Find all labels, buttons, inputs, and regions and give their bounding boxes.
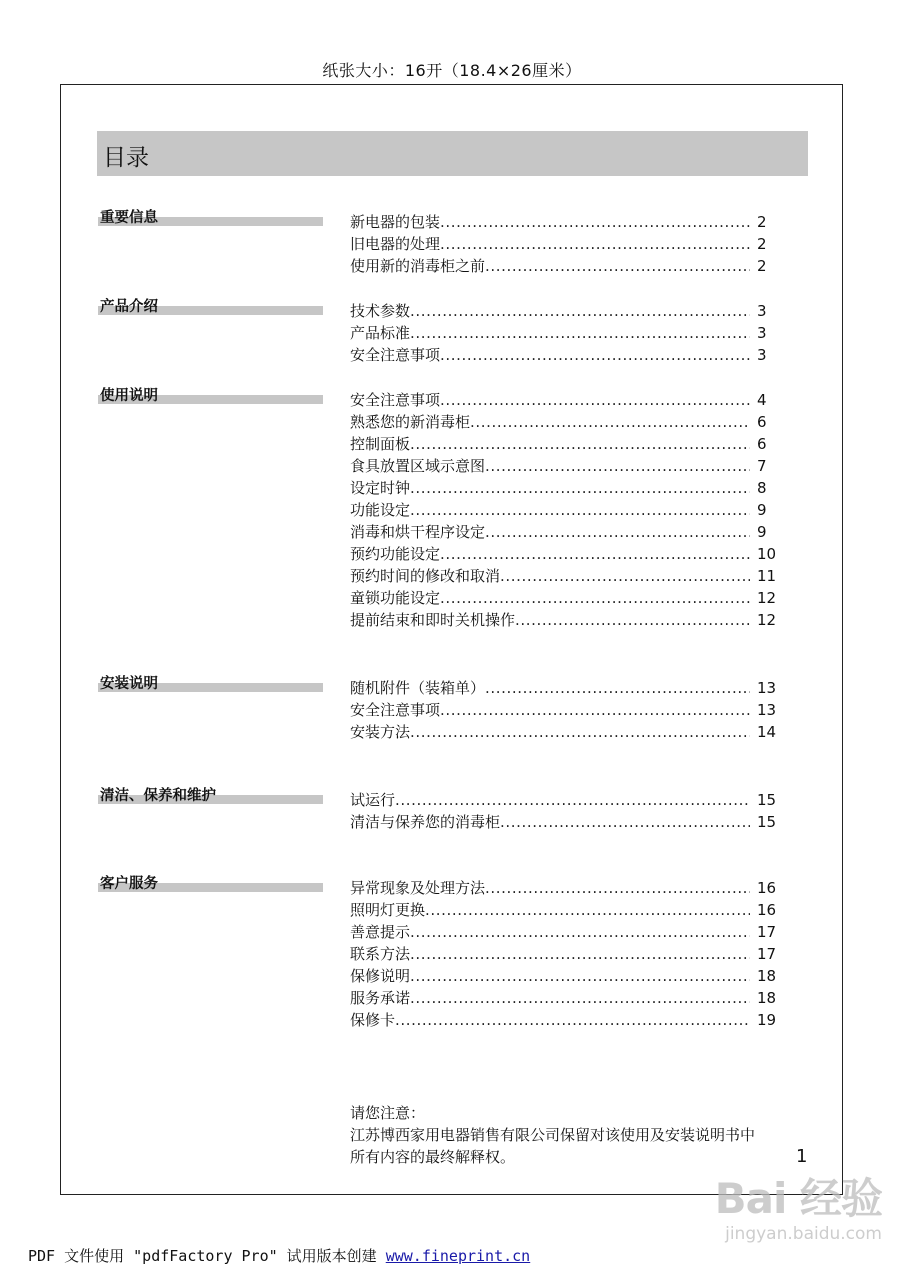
- toc-entry-title: 联系方法 .....: [350, 943, 750, 965]
- notice-line: 所有内容的最终解释权。: [350, 1148, 516, 1166]
- toc-entry-page: 12: [757, 611, 777, 629]
- toc-entry-title: 服务承诺 .....: [350, 987, 750, 1009]
- page-frame: [60, 84, 843, 1195]
- toc-entry-page: 14: [757, 723, 777, 741]
- section-heading: [98, 211, 323, 231]
- toc-entry-title: 提前结束和即时关机操作 .....: [350, 609, 750, 631]
- toc-entry-title: 保修卡 .....: [350, 1009, 750, 1031]
- page-title: 目录: [103, 145, 149, 171]
- toc-entry-title: 技术参数 .....: [350, 300, 750, 322]
- toc-entry-title: 随机附件（装箱单） .....: [350, 677, 750, 699]
- toc-entry[interactable]: [350, 211, 780, 233]
- section-heading: [98, 300, 323, 320]
- toc-entry-page: 15: [757, 813, 777, 831]
- toc-entry-page: 13: [757, 679, 777, 697]
- toc-entry-title: 消毒和烘干程序设定 .....: [350, 521, 750, 543]
- toc-entry-title: 旧电器的处理 .....: [350, 233, 750, 255]
- toc-entry[interactable]: [350, 255, 780, 277]
- toc-entry[interactable]: [350, 389, 780, 411]
- toc-entry[interactable]: [350, 587, 780, 609]
- toc-entries: [350, 211, 780, 277]
- toc-entry[interactable]: [350, 455, 780, 477]
- toc-entry[interactable]: [350, 943, 780, 965]
- toc-entry-page: 17: [757, 923, 777, 941]
- toc-entry-page: 15: [757, 791, 777, 809]
- toc-entry[interactable]: [350, 477, 780, 499]
- toc-entry-title: 使用新的消毒柜之前 .....: [350, 255, 750, 277]
- toc-entry-title: 预约功能设定 .....: [350, 543, 750, 565]
- paper-size-note: 纸张大小：16开（18.4×26厘米）: [322, 61, 582, 80]
- toc-entry-page: 7: [757, 457, 767, 475]
- toc-entry[interactable]: [350, 300, 780, 322]
- section-heading-label: 清洁、保养和维护: [100, 788, 216, 804]
- toc-entry-page: 16: [757, 879, 777, 897]
- toc-entry[interactable]: [350, 565, 780, 587]
- toc-entries: [350, 789, 780, 833]
- toc-entry[interactable]: [350, 344, 780, 366]
- toc-entry-page: 10: [757, 545, 777, 563]
- toc-entry-title: 安全注意事项 .....: [350, 699, 750, 721]
- notice-heading: 请您注意：: [350, 1104, 426, 1122]
- section-heading: [98, 389, 323, 409]
- toc-entry-page: 3: [757, 302, 767, 320]
- toc-entry-title: 照明灯更换 .....: [350, 899, 750, 921]
- toc-entry-page: 8: [757, 479, 767, 497]
- toc-entry[interactable]: [350, 521, 780, 543]
- toc-entry-page: 2: [757, 257, 767, 275]
- toc-entry-title: 试运行 .....: [350, 789, 750, 811]
- toc-entry-title: 清洁与保养您的消毒柜 .....: [350, 811, 750, 833]
- toc-entry[interactable]: [350, 499, 780, 521]
- toc-entry-page: 6: [757, 413, 767, 431]
- watermark-brand: Bai 经验: [714, 1174, 882, 1223]
- toc-entry-title: 预约时间的修改和取消 .....: [350, 565, 750, 587]
- toc-entry[interactable]: [350, 433, 780, 455]
- toc-entry[interactable]: [350, 899, 780, 921]
- toc-entry-title: 功能设定 .....: [350, 499, 750, 521]
- toc-entry-title: 异常现象及处理方法 .....: [350, 877, 750, 899]
- notice-line: 江苏博西家用电器销售有限公司保留对该使用及安装说明书中: [350, 1126, 756, 1144]
- toc-entry[interactable]: [350, 699, 780, 721]
- toc-entries: [350, 300, 780, 366]
- toc-entries: [350, 677, 780, 743]
- toc-entry-page: 3: [757, 324, 767, 342]
- toc-entry-page: 13: [757, 701, 777, 719]
- toc-entry-page: 4: [757, 391, 767, 409]
- toc-entry-title: 保修说明 .....: [350, 965, 750, 987]
- toc-entry-page: 11: [757, 567, 777, 585]
- toc-entries: [350, 877, 780, 1031]
- toc-entry-title: 设定时钟 .....: [350, 477, 750, 499]
- toc-entry-page: 12: [757, 589, 777, 607]
- toc-entry-title: 熟悉您的新消毒柜 .....: [350, 411, 750, 433]
- footer-link[interactable]: www.fineprint.cn: [385, 1247, 531, 1265]
- section-heading: [98, 789, 323, 809]
- toc-entry[interactable]: [350, 411, 780, 433]
- page-number: 1: [796, 1146, 808, 1167]
- toc-entry-title: 控制面板 .....: [350, 433, 750, 455]
- toc-entry-page: 17: [757, 945, 777, 963]
- pdf-footer: [28, 1245, 530, 1266]
- toc-entry[interactable]: [350, 322, 780, 344]
- toc-entry[interactable]: [350, 1009, 780, 1031]
- toc-entry-title: 产品标准 .....: [350, 322, 750, 344]
- toc-entry[interactable]: [350, 609, 780, 631]
- toc-entry-page: 9: [757, 523, 767, 541]
- toc-entry-page: 2: [757, 235, 767, 253]
- toc-entry[interactable]: [350, 965, 780, 987]
- toc-entry-page: 6: [757, 435, 767, 453]
- toc-entry[interactable]: [350, 677, 780, 699]
- toc-entries: [350, 389, 780, 631]
- toc-entry-title: 新电器的包装 .....: [350, 211, 750, 233]
- toc-entry-title: 食具放置区域示意图 .....: [350, 455, 750, 477]
- footer-text: PDF 文件使用 "pdfFactory Pro" 试用版本创建: [28, 1247, 386, 1265]
- baidu-watermark: [672, 1140, 882, 1250]
- title-bar: [97, 131, 808, 176]
- watermark-url: jingyan.baidu.com: [725, 1224, 882, 1244]
- section-heading-label: 安装说明: [100, 676, 158, 692]
- toc-entry-page: 9: [757, 501, 767, 519]
- section-heading: [98, 677, 323, 697]
- section-heading-label: 使用说明: [100, 388, 158, 404]
- toc-entry[interactable]: [350, 543, 780, 565]
- section-heading-label: 产品介绍: [100, 299, 158, 315]
- toc-entry[interactable]: [350, 789, 780, 811]
- toc-entry-title: 安全注意事项 .....: [350, 389, 750, 411]
- toc-entry-page: 3: [757, 346, 767, 364]
- toc-entry[interactable]: [350, 721, 780, 743]
- toc-entry-title: 安装方法 .....: [350, 721, 750, 743]
- toc-entry[interactable]: [350, 811, 780, 833]
- toc-entry-title: 善意提示 .....: [350, 921, 750, 943]
- section-heading-label: 客户服务: [100, 876, 158, 892]
- toc-entry-page: 16: [757, 901, 777, 919]
- toc-entry[interactable]: [350, 921, 780, 943]
- toc-entry[interactable]: [350, 877, 780, 899]
- toc-entry-page: 18: [757, 967, 777, 985]
- section-heading: [98, 877, 323, 897]
- section-heading-label: 重要信息: [100, 210, 158, 226]
- toc-entry[interactable]: [350, 987, 780, 1009]
- toc-entry[interactable]: [350, 233, 780, 255]
- toc-entry-page: 19: [757, 1011, 777, 1029]
- toc-entry-title: 安全注意事项 .....: [350, 344, 750, 366]
- toc-entry-title: 童锁功能设定 .....: [350, 587, 750, 609]
- toc-entry-page: 18: [757, 989, 777, 1007]
- toc-entry-page: 2: [757, 213, 767, 231]
